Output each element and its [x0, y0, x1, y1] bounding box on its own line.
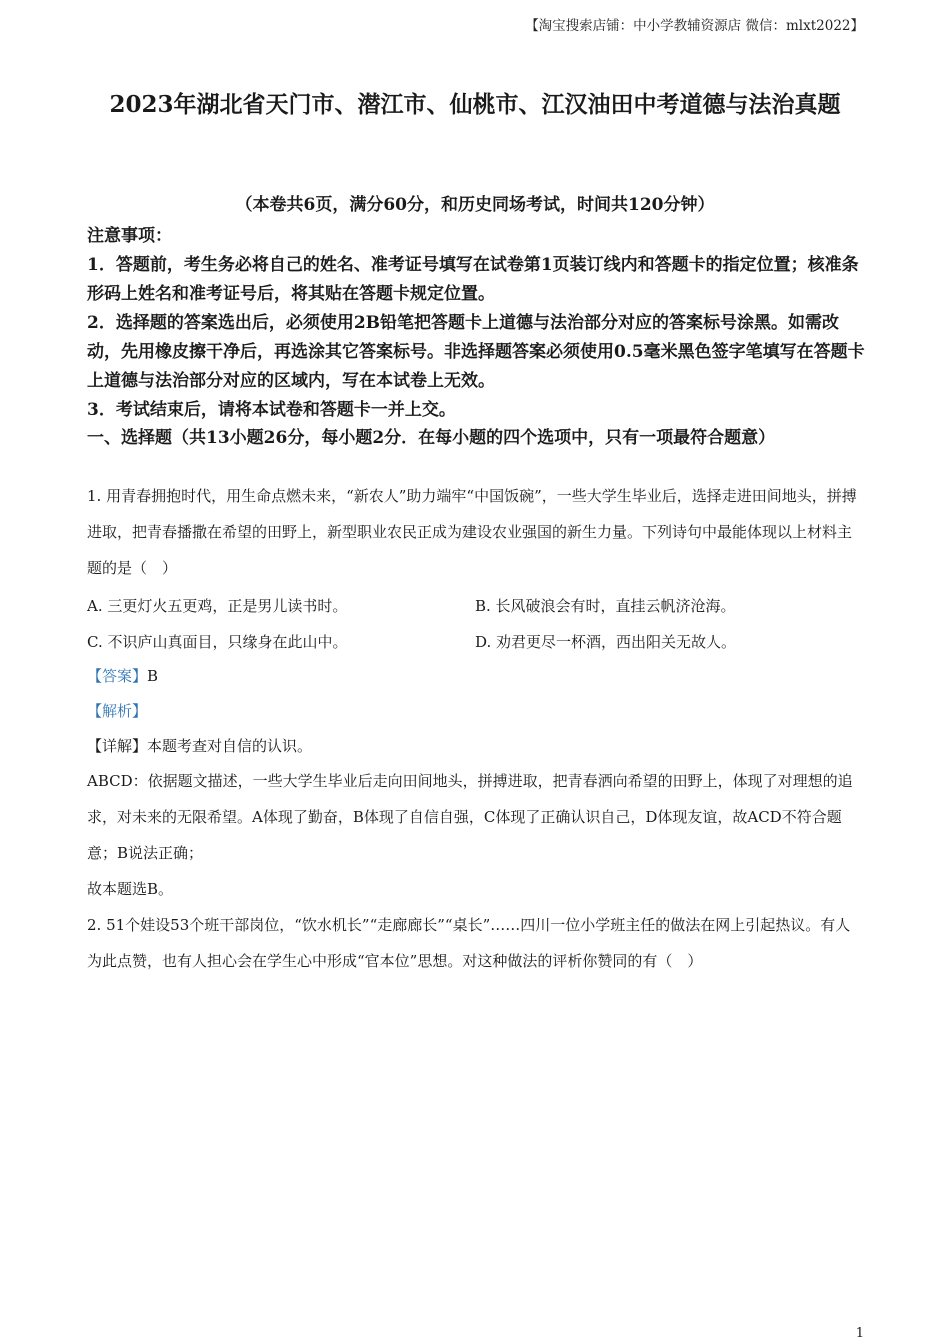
question-1-options	[87, 587, 865, 659]
option-a: A. 三更灯火五更鸡，正是男儿读书时。	[87, 596, 348, 615]
answer-label: 【答案】	[87, 667, 148, 685]
notice-heading: 注意事项：	[87, 226, 172, 246]
option-d: D. 劝君更尽一杯酒，西出阳关无故人。	[475, 632, 737, 651]
conclusion-line: 故本题选B。	[87, 880, 174, 898]
notice-item-3: 3．考试结束后，请将本试卷和答题卡一并上交。	[87, 400, 456, 420]
analysis-label: 【解析】	[87, 702, 148, 720]
option-c: C. 不识庐山真面目，只缘身在此山中。	[87, 632, 348, 651]
section-heading: 一、选择题（共13小题26分，每小题2分．在每小题的四个选项中，只有一项最符合题意）	[87, 428, 776, 448]
page-number: 1	[855, 1326, 864, 1341]
exam-subtitle: （本卷共6页，满分60分，和历史同场考试，时间共120分钟）	[235, 195, 715, 215]
notice-item-2: 2．选择题的答案选出后，必须使用2B铅笔把答题卡上道德与法治部分对应的答案标号涂黑。如需改动，先用橡皮擦干净后，再选涂其它答案标号。非选择题答案必须使用0.5毫米黑色签字笔填写在答题卡上道德与法治部分对应的区域内，写在本试卷上无效。	[87, 313, 865, 391]
answer-line	[87, 658, 865, 694]
options-row	[87, 587, 865, 623]
option-b: B. 长风破浪会有时，直挂云帆济沧海。	[475, 596, 736, 615]
notice-block	[87, 222, 865, 425]
question-2-stem: 2. 51个娃设53个班干部岗位，“饮水机长”“走廊廊长”“桌长”……四川一位小学班主任的做法在网上引起热议。有人为此点赞，也有人担心会在学生心中形成“官本位”思想。对这种做法的评析你赞同的有（ ）	[87, 916, 851, 970]
exam-title: 2023年湖北省天门市、潜江市、仙桃市、江汉油田中考道德与法治真题	[109, 91, 841, 118]
explanation-paragraph: ABCD：依据题文描述，一些大学生毕业后走向田间地头，拼搏进取，把青春洒向希望的田野上，体现了对理想的追求，对未来的无限希望。A体现了勤奋，B体现了自信自强，C体现了正确认识自己，D体现友谊，故ACD不符合题意；B说法正确；	[87, 772, 853, 862]
notice-item-1: 1．答题前，考生务必将自己的姓名、准考证号填写在试卷第1页装订线内和答题卡的指定位置；核准条形码上姓名和准考证号后，将其贴在答题卡规定位置。	[87, 255, 859, 304]
header-store-note: 【淘宝搜索店铺：中小学教辅资源店 微信：mlxt2022】	[525, 18, 864, 34]
question-1-stem: 1. 用青春拥抱时代，用生命点燃未来，“新农人”助力端牢“中国饭碗”，一些大学生毕业后，选择走进田间地头，拼搏进取，把青春播撒在希望的田野上，新型职业农民正成为建设农业强国的新生力量。下列诗句中最能体现以上材料主题的是（ ）	[87, 487, 857, 577]
answer-value: B	[147, 667, 159, 685]
options-row	[87, 623, 865, 659]
detail-line: 【详解】本题考查对自信的认识。	[87, 737, 313, 755]
